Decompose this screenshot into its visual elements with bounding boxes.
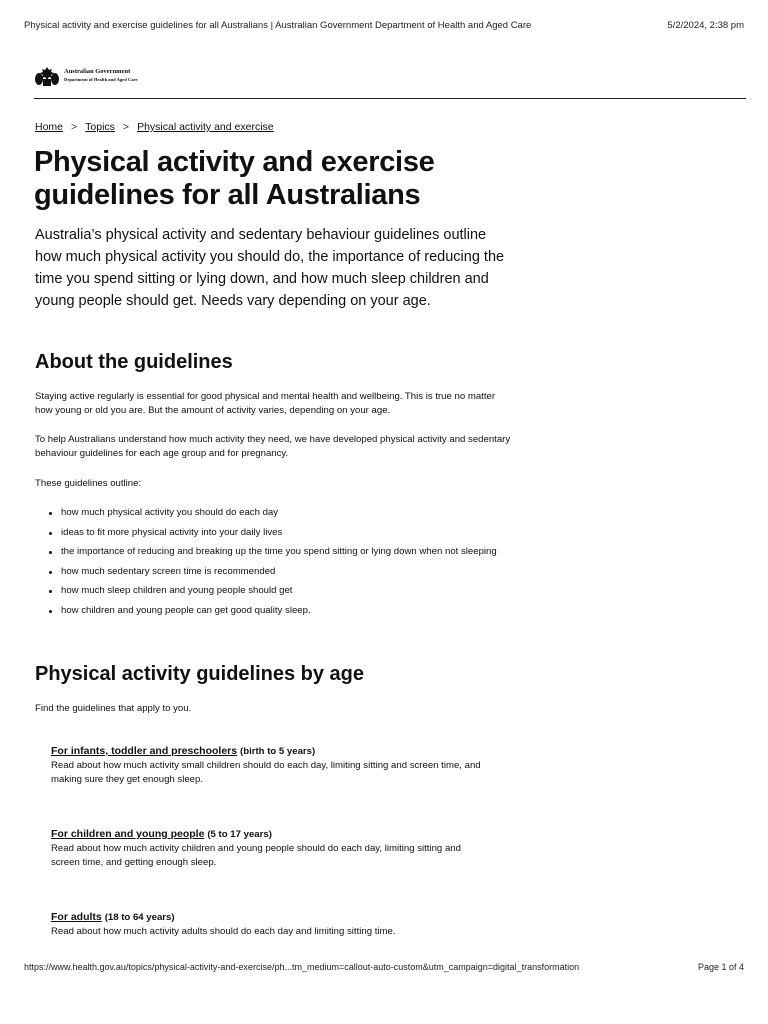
intro-paragraph: Australia’s physical activity and sedentary behaviour guidelines outline how much physical activity you should do, the importance of reducing the time you spend sitting or lying down, and how much sleep children and young people should get. Needs vary depending on your age. [35,227,505,309]
adults-guidelines-link[interactable]: For adults [51,911,102,923]
age-group-description: Read about how much activity children and young people should do each day, limiting sitting and screen time, and getting enough sleep. [51,843,461,869]
about-guidelines-heading: About the guidelines [35,351,233,373]
print-footer-page-number: Page 1 of 4 [697,962,744,972]
about-paragraph-2: To help Australians understand how much activity they need, we have developed physical activity and sedentary behaviour guidelines for each age group and for pregnancy. [35,434,511,460]
print-header-datetime: 5/2/2024, 2:38 pm [667,20,744,31]
age-group-children [51,827,491,871]
breadcrumb-physical-activity-link[interactable]: Physical activity and exercise [137,121,274,133]
breadcrumb-separator: > [71,121,78,133]
page-title: Physical activity and exercise guidelines for all Australians [34,146,435,211]
list-item: the importance of reducing and breaking up the time you spend sitting or lying down when not sleeping [35,545,515,559]
print-header-title: Physical activity and exercise guidelines for all Australians | Australian Government Department of Health and Aged Care [24,20,532,31]
breadcrumb [35,121,274,133]
australian-government-logo[interactable] [34,65,138,87]
children-guidelines-link[interactable]: For children and young people [51,828,205,840]
age-range: (18 to 64 years) [104,912,175,923]
list-item: how much physical activity you should do each day [35,506,515,520]
about-paragraph-3: These guidelines outline: [35,478,142,489]
list-item: how children and young people can get good quality sleep. [35,604,515,618]
infants-guidelines-link[interactable]: For infants, toddler and preschoolers [51,745,238,757]
age-group-description: Read about how much activity adults should do each day and limiting sitting time. [51,926,396,937]
print-footer-url: https://www.health.gov.au/topics/physical-activity-and-exercise/ph...tm_medium=callout-auto-custom&utm_campaign=digital_transformation [24,962,580,972]
list-item: ideas to fit more physical activity into your daily lives [35,526,515,540]
logo-line-department: Department of Health and Aged Care [64,77,138,82]
print-footer [24,962,744,972]
print-header [24,20,744,31]
breadcrumb-separator: > [122,121,130,133]
age-group-description: Read about how much activity small children should do each day, limiting sitting and screen time, and making sure they get enough sleep. [51,760,481,786]
coat-of-arms-icon [34,65,60,87]
logo-line-government: Australian Government [64,68,131,75]
age-range: (birth to 5 years) [240,746,316,757]
breadcrumb-topics-link[interactable]: Topics [85,121,115,133]
age-group-infants [51,744,491,788]
site-header [34,62,746,99]
guidelines-by-age-intro: Find the guidelines that apply to you. [35,703,192,714]
age-group-adults [51,910,491,939]
guidelines-outline-list [35,506,515,623]
list-item: how much sleep children and young people should get [35,584,515,598]
guidelines-by-age-heading: Physical activity guidelines by age [35,663,365,685]
list-item: how much sedentary screen time is recommended [35,565,515,579]
breadcrumb-home-link[interactable]: Home [35,121,64,133]
age-range: (5 to 17 years) [207,829,272,840]
about-paragraph-1: Staying active regularly is essential for good physical and mental health and wellbeing. This is true no matter how young or old you are. But the amount of activity varies, depending on your age. [35,391,496,417]
